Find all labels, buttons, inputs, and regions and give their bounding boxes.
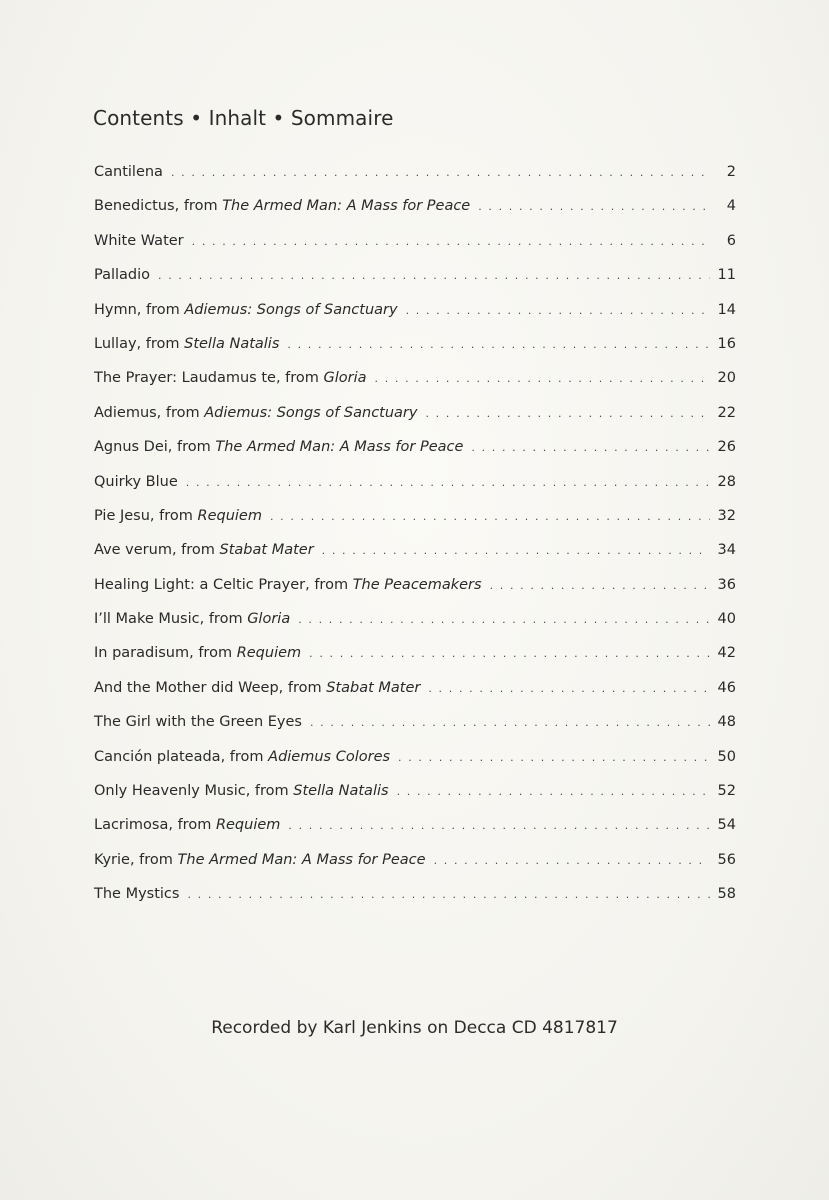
toc-entry-piece: In paradisum, from (94, 645, 237, 662)
dot-leader (428, 677, 710, 701)
dot-leader (287, 333, 710, 357)
toc-entry (94, 470, 736, 504)
toc-page-number: 36 (717, 576, 736, 593)
toc-entry-piece: Lullay, from (94, 335, 185, 352)
toc-entry (94, 435, 736, 469)
toc-page-number: 46 (717, 679, 736, 696)
toc-page-number: 16 (717, 335, 736, 352)
toc-entry (94, 401, 736, 435)
toc-page-number: 50 (717, 748, 736, 765)
toc-entry-piece: The Prayer: Laudamus te, from (94, 370, 324, 387)
toc-entry-title (94, 504, 262, 528)
toc-page-number: 32 (717, 507, 736, 524)
toc-entry-piece: Palladio (94, 267, 151, 284)
dot-leader (434, 849, 710, 873)
toc-entry (94, 366, 736, 400)
toc-entry-title (94, 779, 389, 803)
toc-entry-title (94, 366, 367, 390)
toc-entry-piece: Healing Light: a Celtic Prayer, from (94, 576, 353, 593)
toc-entry-piece: Quirky Blue (94, 473, 178, 490)
dot-leader (288, 814, 710, 838)
toc-entry (94, 779, 736, 813)
toc-entry-work: Gloria (323, 370, 367, 387)
toc-page-number: 4 (726, 198, 736, 215)
toc-entry-work: The Armed Man: A Mass for Peace (222, 198, 471, 215)
toc-entry-title (94, 676, 420, 700)
toc-entry-piece: Ave verum, from (94, 542, 220, 559)
dot-leader (158, 264, 710, 288)
toc-entry (94, 538, 736, 572)
toc-entry (94, 504, 736, 538)
recording-credit: Recorded by Karl Jenkins on Decca CD 4817817 (211, 1018, 618, 1038)
toc-entry-title (94, 229, 184, 253)
toc-page-number: 40 (717, 611, 736, 628)
dot-leader (397, 780, 710, 804)
toc-entry-work: Adiemus: Songs of Sanctuary (204, 404, 418, 421)
toc-page-number: 58 (717, 886, 736, 903)
toc-page-number: 26 (717, 439, 736, 456)
toc-entry-title (94, 160, 163, 184)
toc-entry (94, 813, 736, 847)
toc-entry (94, 745, 736, 779)
toc-entry (94, 160, 736, 194)
dot-leader (186, 471, 710, 495)
toc-page-number: 42 (717, 645, 736, 662)
toc-entry-title (94, 263, 150, 287)
toc-entry-piece: Hymn, from (94, 301, 185, 318)
toc-entry-title (94, 538, 314, 562)
toc-entry-piece: Only Heavenly Music, from (94, 783, 294, 800)
toc-entry-work: Adiemus Colores (268, 748, 391, 765)
toc-page-number: 6 (726, 232, 736, 249)
table-of-contents (94, 160, 736, 917)
toc-entry-title (94, 641, 301, 665)
toc-entry (94, 848, 736, 882)
dot-leader (425, 402, 710, 426)
toc-entry-piece: Kyrie, from (94, 851, 178, 868)
toc-page-number: 2 (726, 164, 736, 180)
toc-entry (94, 298, 736, 332)
toc-entry (94, 573, 736, 607)
toc-page-number: 11 (717, 267, 736, 284)
toc-entry-work: Gloria (247, 611, 291, 628)
toc-entry-piece: Cantilena (94, 164, 163, 180)
toc-entry-title (94, 848, 426, 872)
toc-entry-title (94, 194, 470, 218)
dot-leader (375, 367, 710, 391)
toc-entry-title (94, 401, 417, 425)
toc-entry-work: The Armed Man: A Mass for Peace (215, 439, 464, 456)
toc-entry (94, 332, 736, 366)
toc-page-number: 52 (717, 783, 736, 800)
toc-entry-work: Requiem (236, 645, 302, 662)
contents-heading: Contents • Inhalt • Sommaire (93, 106, 394, 130)
toc-entry (94, 607, 736, 641)
toc-entry-title (94, 435, 463, 459)
toc-entry-piece: I’ll Make Music, from (94, 611, 248, 628)
toc-entry-title (94, 332, 279, 356)
toc-entry-title (94, 813, 280, 837)
dot-leader (406, 299, 710, 323)
toc-page-number: 48 (717, 714, 736, 731)
toc-page-number: 14 (717, 301, 736, 318)
toc-entry (94, 882, 736, 916)
toc-entry-title (94, 710, 302, 734)
dot-leader (471, 436, 710, 460)
dot-leader (309, 642, 710, 666)
toc-entry-title (94, 470, 178, 494)
toc-entry-piece: Canción plateada, from (94, 748, 269, 765)
toc-entry-piece: The Mystics (94, 886, 180, 903)
toc-entry (94, 194, 736, 228)
toc-entry-piece: Benedictus, from (94, 198, 223, 215)
toc-entry-title (94, 745, 390, 769)
toc-entry-title (94, 607, 290, 631)
toc-entry-title (94, 298, 398, 322)
toc-entry-work: Requiem (197, 507, 262, 524)
dot-leader (322, 539, 710, 563)
toc-page-number: 22 (717, 404, 736, 421)
toc-page-number: 54 (717, 817, 736, 834)
toc-entry-piece: The Girl with the Green Eyes (94, 714, 302, 731)
toc-entry (94, 641, 736, 675)
toc-entry (94, 263, 736, 297)
toc-page-number: 20 (717, 370, 736, 387)
dot-leader (171, 161, 710, 185)
toc-entry-work: Stella Natalis (184, 335, 280, 352)
toc-entry-title (94, 573, 482, 597)
toc-entry-piece: Agnus Dei, from (94, 439, 216, 456)
toc-entry-piece: Adiemus, from (94, 404, 205, 421)
dot-leader (490, 574, 710, 598)
toc-entry-piece: White Water (94, 232, 184, 249)
toc-entry-piece: And the Mother did Weep, from (94, 679, 327, 696)
dot-leader (187, 883, 710, 907)
dot-leader (478, 195, 710, 219)
dot-leader (192, 230, 710, 254)
toc-entry-work: Stella Natalis (293, 783, 389, 800)
toc-entry-work: Stabat Mater (326, 679, 421, 696)
toc-entry-work: The Peacemakers (352, 576, 482, 593)
toc-entry-work: Adiemus: Songs of Sanctuary (184, 301, 398, 318)
toc-page-number: 56 (717, 851, 736, 868)
toc-entry-work: Stabat Mater (219, 542, 314, 559)
toc-page-number: 34 (717, 542, 736, 559)
dot-leader (310, 711, 710, 735)
toc-entry-piece: Pie Jesu, from (94, 507, 198, 524)
toc-entry (94, 676, 736, 710)
dot-leader (270, 505, 710, 529)
dot-leader (298, 608, 710, 632)
toc-entry (94, 229, 736, 263)
toc-entry-title (94, 882, 179, 906)
dot-leader (398, 746, 710, 770)
toc-entry-work: The Armed Man: A Mass for Peace (177, 851, 426, 868)
toc-entry-piece: Lacrimosa, from (94, 817, 216, 834)
toc-page-number: 28 (717, 473, 736, 490)
toc-entry (94, 710, 736, 744)
toc-entry-work: Requiem (215, 817, 281, 834)
